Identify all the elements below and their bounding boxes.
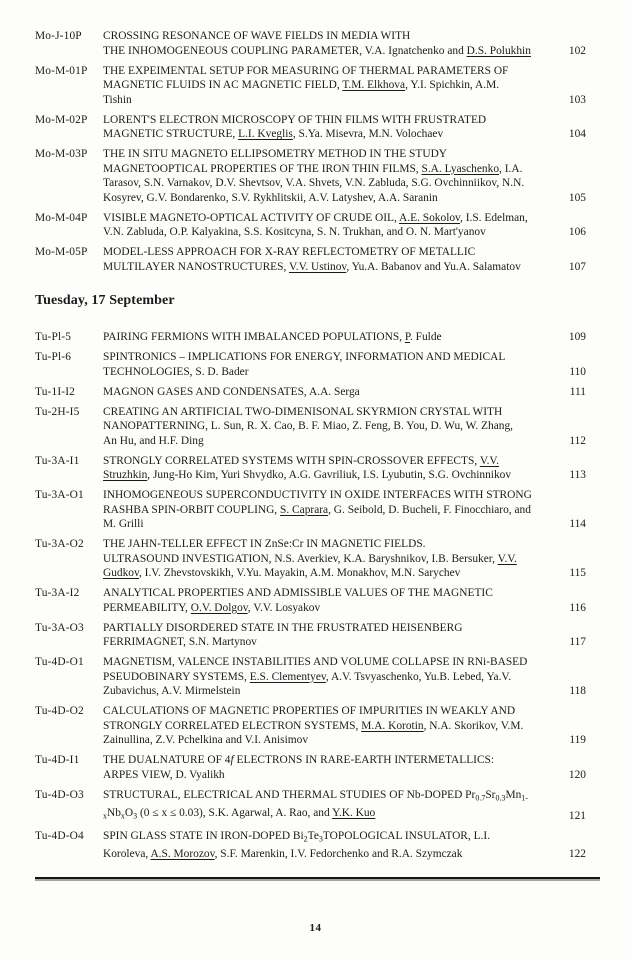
title-text: NANOPATTERNING, L. Sun, R. X. Cao, B. F. Miao, Z. Feng, B. You, D. Wu, W. Zhang, [103,420,513,432]
title-text: Koroleva, [103,848,151,860]
entry-page: 114 [569,518,586,530]
entry-title-line [103,78,586,93]
entry-title [103,211,586,240]
entry-code: Mo-J-10P [35,30,82,42]
entry-code: Tu-3A-O1 [35,489,84,501]
title-text: PARTIALLY DISORDERED STATE IN THE FRUSTRATED HEISENBERG [103,621,463,634]
entry-page: 115 [569,567,586,579]
entry-title-line [103,768,586,783]
title-text: STRUCTURAL, ELECTRICAL AND THERMAL STUDIES OF Nb-DOPED Pr [103,788,476,801]
title-text: SPINTRONICS – IMPLICATIONS FOR ENERGY, INFORMATION AND MEDICAL [103,351,506,363]
entry-page: 118 [569,685,586,697]
entry-title-line [103,601,586,616]
entry-title-line [103,635,586,650]
title-text: MAGNETOOPTICAL PROPERTIES OF THE IRON THIN FILMS, [103,162,422,175]
entry-page: 111 [569,385,586,398]
toc-entry [35,655,586,699]
title-text: 0.3 [495,793,506,802]
title-text: PAIRING FERMIONS WITH IMBALANCED POPULATIONS, [103,331,405,343]
entry-title [103,330,586,345]
entry-code: Tu-Pl-5 [35,331,72,343]
toc-entry [35,64,586,108]
title-text: , I.A. [499,162,523,175]
section-heading: Tuesday, 17 September [35,293,175,308]
title-text: THE IN SITU MAGNETO ELLIPSOMETRY METHOD IN THE STUDY [103,148,448,160]
presenting-author: L.I. Kveglis [238,128,293,140]
title-text: f [230,754,234,766]
title-text: 1- [521,793,528,802]
title-text: V.N. Zabluda, O.P. Kalyakina, S.S. Kositcyna, S. N. Trukhan, and O. N. Mart'yanov [103,226,486,238]
toc-entry [35,113,586,142]
title-text: Kosyrev, G.V. Bondarenko, S.V. Rykhlitskii, A.V. Latyshev, A.A. Saranin [103,191,438,204]
title-text: Mn [505,788,522,801]
presenting-author: E.S. Clementyev [249,670,326,683]
title-text: , Y.I. Spichkin, A.M. [405,79,500,91]
entry-title [103,245,586,274]
toc-section-0 [35,29,586,274]
title-text: SPIN GLASS STATE IN IRON-DOPED Bi [103,830,304,842]
entry-title [103,753,586,782]
entry-title [103,621,586,650]
presenting-author: V.V. [479,454,500,467]
entry-code: Tu-4D-O2 [35,705,84,717]
title-text: Nb [107,806,121,819]
toc-sections [35,29,586,867]
toc-entry [35,147,586,205]
title-text: x [103,811,107,820]
title-text: RASHBA SPIN-ORBIT COUPLING, [103,503,281,516]
toc-entry [35,488,586,532]
title-text: . Fulde [409,331,442,343]
entry-title-line [103,419,586,434]
title-text: 3 [318,834,323,844]
presenting-author: A.S. Morozov [150,848,215,860]
entry-title-line [103,44,586,59]
presenting-author: Gudkov [103,567,139,579]
title-text: , A.V. Tsvyaschenko, Yu.B. Lebed, Ya.V. [325,670,512,683]
title-text: An Hu, and H.F. Ding [103,434,204,447]
title-text: MODEL-LESS APPROACH FOR X-RAY REFLECTOMETRY OF METALLIC [103,246,476,258]
entry-title-line [103,806,586,824]
title-text: LORENT'S ELECTRON MICROSCOPY OF THIN FILMS WITH FRUSTRATED [103,113,487,126]
entry-title-line [103,847,586,862]
entry-code: Mo-M-02P [35,113,88,126]
entry-title [103,385,586,400]
toc-entry [35,350,586,379]
title-text: Te [307,830,319,842]
entry-page: 104 [568,128,586,140]
toc-entry [35,29,586,58]
title-text: CREATING AN ARTIFICIAL TWO-DIMENISONAL SKYRMION CRYSTAL WITH [103,405,503,418]
entry-title [103,29,586,58]
entry-page: 107 [568,260,586,273]
entry-page: 119 [569,734,586,746]
title-text: MAGNON GASES AND CONDENSATES, A.A. Serga [103,385,360,398]
entry-page: 102 [568,44,586,57]
entry-page: 122 [568,848,586,860]
entry-code: Tu-4D-I1 [35,754,80,766]
toc-entry [35,586,586,615]
title-text: ANALYTICAL PROPERTIES AND ADMISSIBLE VALUES OF THE MAGNETIC [103,587,493,599]
title-text: 3 [133,811,138,820]
entry-title-line [103,655,586,670]
entry-title-line [103,753,586,768]
entry-title [103,488,586,532]
title-text: , G. Seibold, D. Bucheli, F. Finocchiaro, and [328,503,531,516]
entry-title-line [103,405,586,420]
entry-code: Tu-4D-O1 [35,656,84,668]
entry-title-line [103,93,586,108]
entry-title-line [103,552,586,567]
presenting-author: S. Caprara [280,503,329,516]
presenting-author: T.M. Elkhova [342,79,406,91]
title-text: ELECTRONS IN RARE-EARTH INTERMETALLICS: [233,754,495,766]
title-text: PSEUDOBINARY SYSTEMS, [103,670,250,683]
title-text: , S.F. Marenkin, I.V. Fedorchenko and R.A. Szymczak [214,848,463,860]
presenting-author: M.A. Korotin [361,719,424,732]
entry-title [103,537,586,581]
title-text: Sr [485,788,496,801]
toc-entry [35,211,586,240]
title-text: MAGNETISM, VALENCE INSTABILITIES AND VOLUME COLLAPSE IN RNi-BASED [103,656,528,668]
entry-title-line [103,434,586,449]
title-text: PERMEABILITY, [103,601,191,614]
title-text: (0 ≤ x ≤ 0.03), S.K. Agarwal, A. Rao, and [137,806,333,819]
entry-code: Mo-M-01P [35,64,88,77]
entry-page: 103 [568,93,586,106]
entry-page: 112 [569,434,586,447]
title-text: Zainullina, Z.V. Pchelkina and V.I. Anisimov [103,734,309,746]
entry-title-line [103,670,586,685]
entry-title-line [103,704,586,719]
entry-title-line [103,162,586,177]
title-text: MAGNETIC FLUIDS IN AC MAGNETIC FIELD, [103,79,343,91]
entry-title [103,655,586,699]
title-text: FERRIMAGNET, S.N. Martynov [103,636,257,648]
entry-title-line [103,488,586,503]
presenting-author: Struzhkin [103,469,148,481]
title-text: THE INHOMOGENEOUS COUPLING PARAMETER, V.A. Ignatchenko and [103,44,467,57]
entry-title-line [103,350,586,365]
title-text: x [120,811,125,820]
title-text: THE EXPEIMENTAL SETUP FOR MEASURING OF THERMAL PARAMETERS OF [103,64,509,77]
entry-page: 110 [569,365,586,378]
entry-code: Tu-2H-I5 [35,405,80,418]
entry-page: 121 [568,810,586,822]
page-number: 14 [309,922,322,934]
toc-entry [35,330,586,345]
entry-title-line [103,365,586,380]
entry-title-line [103,829,586,847]
entry-title-line [103,517,586,532]
title-text: 2 [303,834,308,844]
title-text: MAGNETIC STRUCTURE, [103,128,239,140]
entry-title-line [103,245,586,260]
title-text: Tishin [103,93,132,106]
title-text: TECHNOLOGIES, S. D. Bader [103,365,249,378]
title-text: O [124,806,134,819]
entry-title-line [103,176,586,191]
entry-title-line [103,684,586,699]
entry-title [103,788,586,824]
entry-code: Tu-3A-I2 [35,587,80,599]
entry-title-line [103,113,586,128]
toc-entry [35,788,586,824]
entry-title-line [103,537,586,552]
entry-title-line [103,385,586,400]
presenting-author: P [404,331,410,343]
entry-title [103,454,586,483]
entry-title [103,405,586,449]
entry-title-line [103,330,586,345]
title-text: ULTRASOUND INVESTIGATION, N.S. Averkiev, K.A. Baryshnikov, I.B. Bersuker, [103,552,498,565]
entry-title [103,350,586,379]
entry-code: Mo-M-03P [35,148,88,160]
entry-title-line [103,586,586,601]
toc-entry [35,385,586,400]
title-text: CALCULATIONS OF MAGNETIC PROPERTIES OF IMPURITIES IN WEAKLY AND [103,705,516,717]
entry-page: 120 [568,768,586,781]
entry-page: 113 [569,469,586,481]
title-text: STRONGLY CORRELATED ELECTRON SYSTEMS, [103,719,362,732]
entry-code: Mo-M-04P [35,211,88,224]
toc-entry [35,704,586,748]
entry-title-line [103,566,586,581]
footer-rule [35,877,600,881]
toc-entry [35,245,586,274]
toc-entry [35,454,586,483]
title-text: M. Grilli [103,518,144,530]
entry-title [103,704,586,748]
entry-title-line [103,719,586,734]
entry-title-line [103,468,586,483]
title-text: Tarasov, S.N. Varnakov, D.V. Shevtsov, V.A. Shvets, V.N. Zabluda, S.G. Ovchinniikov, N.N. [103,177,525,189]
presenting-author: S.A. Lyaschenko [421,162,500,175]
entry-page: 109 [568,331,586,343]
entry-title-line [103,788,586,806]
title-text: TOPOLOGICAL INSULATOR, L.I. [322,830,491,842]
entry-title-line [103,191,586,206]
entry-title [103,829,586,862]
entry-title-line [103,127,586,142]
toc-entry [35,537,586,581]
title-text: THE JAHN-TELLER EFFECT IN ZnSe:Cr IN MAGNETIC FIELDS. [103,538,426,550]
toc-entry [35,829,586,862]
title-text: , S.Ya. Misevra, M.N. Volochaev [292,128,444,140]
entry-page: 116 [569,601,586,614]
title-text: , I.V. Zhevstovskikh, V.Yu. Mayakin, A.M. Monakhov, M.N. Sarychev [138,567,461,579]
entry-title-line [103,503,586,518]
entry-title-line [103,454,586,469]
toc-section-1 [35,292,586,862]
entry-title-line [103,733,586,748]
title-text: VISIBLE MAGNETO-OPTICAL ACTIVITY OF CRUDE OIL, [103,211,400,224]
title-text: STRONGLY CORRELATED SYSTEMS WITH SPIN-CROSSOVER EFFECTS, [103,454,480,467]
entry-title [103,64,586,108]
title-text: , N.A. Skorikov, V.M. [423,719,524,732]
entry-title-line [103,147,586,162]
presenting-author: A.E. Sokolov [399,211,461,224]
title-text: ARPES VIEW, D. Vyalikh [103,768,225,781]
entry-title-line [103,225,586,240]
entry-code: Tu-3A-O3 [35,621,84,634]
title-text: CROSSING RESONANCE OF WAVE FIELDS IN MEDIA WITH [103,30,411,42]
entry-title-line [103,260,586,275]
entry-title-line [103,29,586,44]
toc-entry [35,621,586,650]
toc-entry [35,753,586,782]
entry-code: Tu-4D-O3 [35,788,84,801]
entry-code: Tu-3A-I1 [35,454,80,467]
title-text: , I.S. Edelman, [460,211,528,224]
entry-page: 117 [569,636,586,648]
entry-title-line [103,621,586,636]
title-text: , V.V. Losyakov [247,601,321,614]
title-text: , Jung-Ho Kim, Yuri Shvydko, A.G. Gavriliuk, I.S. Lyubutin, S.G. Ovchinnikov [147,469,512,481]
entry-code: Tu-Pl-6 [35,351,72,363]
title-text: 0.7 [475,793,486,802]
entry-page: 105 [568,191,586,204]
entry-title-line [103,211,586,226]
title-text: MULTILAYER NANOSTRUCTURES, [103,260,289,273]
presenting-author: V.V. [497,552,517,565]
entry-code: Tu-1I-I2 [35,385,76,398]
entry-code: Tu-3A-O2 [35,538,84,550]
presenting-author: V.V. Ustinov [288,260,347,273]
entry-page: 106 [568,226,586,238]
entry-title-line [103,64,586,79]
title-text: THE DUALNATURE OF 4 [103,754,231,766]
entry-code: Mo-M-05P [35,246,88,258]
title-text: Zubavichus, A.V. Mirmelstein [103,685,241,697]
title-text: INHOMOGENEOUS SUPERCONDUCTIVITY IN OXIDE INTERFACES WITH STRONG [103,489,532,501]
entry-title [103,147,586,205]
toc-entry [35,405,586,449]
presenting-author: D.S. Polukhin [466,44,531,57]
entry-title [103,113,586,142]
presenting-author: Y.K. Kuo [332,806,376,819]
entry-code: Tu-4D-O4 [35,830,84,842]
presenting-author: O.V. Dolgov [190,601,248,614]
entry-title [103,586,586,615]
title-text: , Yu.A. Babanov and Yu.A. Salamatov [346,260,521,273]
